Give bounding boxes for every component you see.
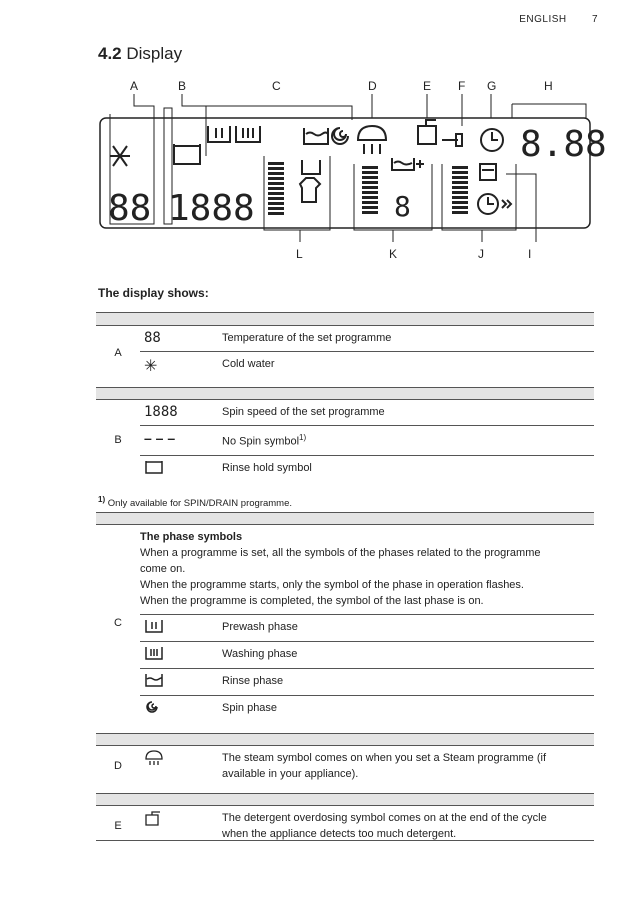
table-c xyxy=(96,524,594,722)
footnote xyxy=(98,495,292,509)
symbol-cell xyxy=(140,426,222,456)
desc-line: The detergent overdosing symbol comes on at the end of the cycle xyxy=(222,812,547,824)
spin-icon xyxy=(144,700,164,714)
description: Cold water xyxy=(222,352,594,382)
label-a: A xyxy=(130,79,139,93)
prewash-icon xyxy=(208,126,230,142)
label-k: K xyxy=(389,247,398,261)
rinse-hold-icon xyxy=(174,144,200,164)
section-title xyxy=(98,44,182,64)
description xyxy=(222,426,594,456)
intro-text: The display shows: xyxy=(98,286,209,300)
table-row xyxy=(96,669,594,696)
rinse-icon xyxy=(144,673,164,687)
no-spin-icon: – – – xyxy=(144,430,176,446)
page-header xyxy=(497,14,598,25)
washing-icon xyxy=(144,646,164,660)
row-key: A xyxy=(96,326,140,382)
row-key: E xyxy=(96,806,140,848)
cold-water-icon xyxy=(110,146,130,166)
time-bars xyxy=(452,166,468,214)
table-row xyxy=(96,746,594,788)
footnote-mark: 1) xyxy=(98,495,106,504)
rinse-hold-icon xyxy=(144,460,164,474)
temperature-digits: 88 xyxy=(108,188,152,229)
phase-description xyxy=(140,525,594,615)
symbol-cell xyxy=(140,696,222,723)
temperature-icon: 88 xyxy=(144,330,161,346)
symbol-cell xyxy=(140,669,222,696)
spin-digits: 1888 xyxy=(168,188,255,229)
description xyxy=(222,746,594,788)
description: Spin phase xyxy=(222,696,594,723)
table-row xyxy=(96,455,594,482)
display-diagram xyxy=(96,74,607,266)
label-d: D xyxy=(368,79,377,93)
child-lock-icon xyxy=(442,134,462,146)
row-key: C xyxy=(96,525,140,723)
steam-icon xyxy=(144,750,164,766)
section-number: 4.2 xyxy=(98,44,122,63)
description: Rinse phase xyxy=(222,669,594,696)
table-row xyxy=(96,642,594,669)
symbol-cell xyxy=(140,455,222,482)
label-i: I xyxy=(528,247,532,261)
no-spin-text: No Spin symbol xyxy=(222,435,300,448)
prewash-icon xyxy=(144,619,164,633)
shirt-icon xyxy=(300,178,320,202)
table-d xyxy=(96,745,594,787)
description: Washing phase xyxy=(222,642,594,669)
label-g: G xyxy=(487,79,497,93)
table-row xyxy=(96,352,594,382)
cold-water-icon: ✳ xyxy=(144,358,158,375)
label-h: H xyxy=(544,79,553,93)
symbol-cell xyxy=(140,642,222,669)
symbol-cell xyxy=(140,615,222,642)
description: Rinse hold symbol xyxy=(222,455,594,482)
spin-icon xyxy=(332,128,348,144)
table-row xyxy=(96,696,594,723)
symbol-cell xyxy=(140,746,222,788)
table-row xyxy=(96,426,594,456)
label-f: F xyxy=(458,79,466,93)
plus-icon xyxy=(416,160,424,168)
symbol-cell xyxy=(140,400,222,426)
description: Spin speed of the set programme xyxy=(222,400,594,426)
row-key: D xyxy=(96,746,140,788)
table-row xyxy=(96,326,594,352)
band-a xyxy=(96,312,594,325)
desc-line: The steam symbol comes on when you set a Steam programme (if xyxy=(222,752,547,764)
label-j: J xyxy=(478,247,484,261)
row-key: B xyxy=(96,400,140,482)
footnote-ref: 1) xyxy=(299,433,307,442)
footnote-text: Only available for SPIN/DRAIN programme. xyxy=(107,498,293,510)
phase-desc-line: come on. xyxy=(140,563,186,575)
table-a xyxy=(96,325,594,381)
phase-digit: 8 xyxy=(394,190,411,223)
time-digits: 8.88 xyxy=(520,124,607,165)
washing-icon xyxy=(236,126,260,142)
phase-heading: The phase symbols xyxy=(140,531,243,543)
header-language: ENGLISH xyxy=(519,14,567,25)
page-number: 7 xyxy=(591,14,598,25)
detergent-icon xyxy=(144,810,164,826)
table-row xyxy=(96,400,594,426)
table-row xyxy=(96,525,594,615)
phase-bars xyxy=(362,166,378,214)
section-title-text: Display xyxy=(126,44,183,63)
phase-desc-line: When a programme is set, all the symbols of the phases related to the programme xyxy=(140,547,541,559)
symbol-cell xyxy=(140,352,222,382)
table-b xyxy=(96,399,594,482)
spin-speed-icon: 1888 xyxy=(144,404,178,420)
rinse-k-icon xyxy=(392,158,414,170)
rinse-icon xyxy=(304,128,328,144)
description: Prewash phase xyxy=(222,615,594,642)
symbol-cell xyxy=(140,326,222,352)
phase-desc-line: When the programme starts, only the symbol of the phase in operation flashes. xyxy=(140,579,524,591)
desc-line: when the appliance detects too much detergent. xyxy=(222,828,457,840)
phase-desc-line: When the programme is completed, the symbol of the last phase is on. xyxy=(140,595,484,607)
detergent-icon xyxy=(418,120,436,144)
spin-bars xyxy=(268,162,284,215)
door-icon xyxy=(480,164,496,180)
table-end-rule xyxy=(96,840,594,841)
steam-icon xyxy=(358,126,386,154)
label-c: C xyxy=(272,79,281,93)
prewash-l-icon xyxy=(302,160,320,174)
label-l: L xyxy=(296,247,303,261)
label-b: B xyxy=(178,79,187,93)
description: Temperature of the set programme xyxy=(222,326,594,352)
label-e: E xyxy=(423,79,432,93)
table-row xyxy=(96,615,594,642)
desc-line: available in your appliance). xyxy=(222,768,359,780)
